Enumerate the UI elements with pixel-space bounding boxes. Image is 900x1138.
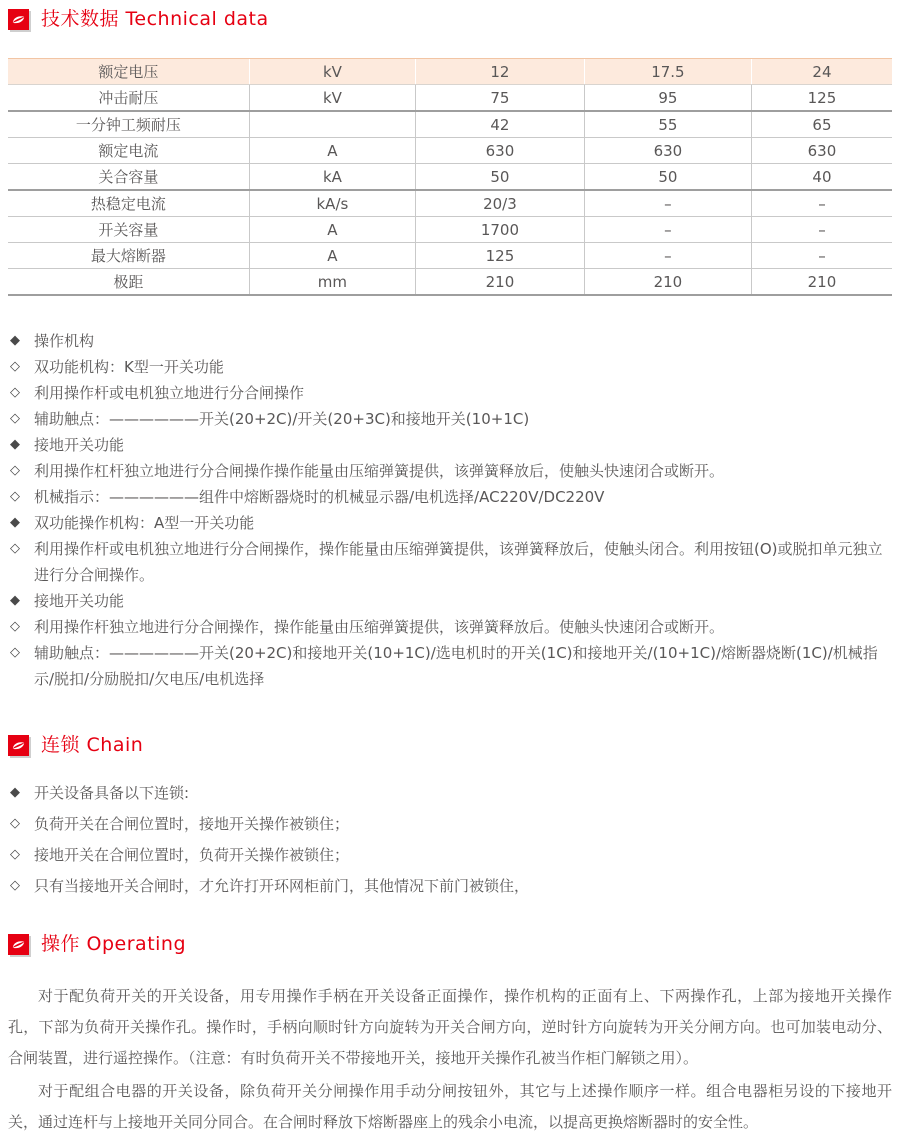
diamond-bullet-icon: ◇ — [10, 463, 20, 478]
value-cell: – — [751, 190, 892, 217]
unit-cell: kV — [249, 59, 415, 85]
value-cell: – — [751, 217, 892, 243]
param-name-cell: 热稳定电流 — [8, 190, 249, 217]
value-cell: 24 — [751, 59, 892, 85]
diamond-bullet-icon: ◆ — [10, 333, 20, 348]
list-item — [8, 510, 892, 536]
table-row — [8, 269, 892, 296]
list-item-text: 机械指示：——————组件中熔断器烧时的机械显示器/电机选择/AC220V/DC220V — [34, 488, 605, 506]
diamond-bullet-icon: ◆ — [10, 437, 20, 452]
diamond-bullet-icon: ◇ — [10, 878, 20, 893]
value-cell: 630 — [751, 138, 892, 164]
brand-logo-icon — [8, 9, 29, 30]
table-row — [8, 164, 892, 191]
value-cell: – — [751, 243, 892, 269]
list-item — [8, 640, 892, 692]
technical-data-table — [8, 58, 892, 296]
operating-paragraphs — [8, 981, 892, 1138]
list-item-text: 只有当接地开关合闸时，才允许打开环网柜前门，其他情况下前门被锁住， — [34, 877, 530, 895]
diamond-bullet-icon: ◇ — [10, 619, 20, 634]
list-item-text: 利用操作杆独立地进行分合闸操作，操作能量由压缩弹簧提供，该弹簧释放后。使触头快速闭合或断开。 — [34, 618, 725, 636]
param-name-cell: 最大熔断器 — [8, 243, 249, 269]
diamond-bullet-icon: ◇ — [10, 645, 20, 660]
value-cell: 50 — [584, 164, 751, 191]
list-item — [8, 354, 892, 380]
diamond-bullet-icon: ◇ — [10, 359, 20, 374]
diamond-bullet-icon: ◇ — [10, 489, 20, 504]
unit-cell: A — [249, 243, 415, 269]
value-cell: – — [584, 217, 751, 243]
value-cell: 630 — [416, 138, 585, 164]
diamond-bullet-icon: ◇ — [10, 411, 20, 426]
value-cell: 1700 — [416, 217, 585, 243]
value-cell: 17.5 — [584, 59, 751, 85]
chain-list — [8, 780, 892, 899]
unit-cell: kA/s — [249, 190, 415, 217]
list-item-text: 接地开关功能 — [34, 436, 125, 454]
list-item — [8, 484, 892, 510]
diamond-bullet-icon: ◇ — [10, 847, 20, 862]
section-title-technical: 技术数据 Technical data — [41, 8, 269, 30]
value-cell: 125 — [416, 243, 585, 269]
value-cell: 65 — [751, 111, 892, 138]
list-item — [8, 873, 892, 899]
list-item — [8, 458, 892, 484]
value-cell: 210 — [416, 269, 585, 296]
section-header-technical — [8, 8, 892, 30]
list-item — [8, 842, 892, 868]
diamond-bullet-icon: ◇ — [10, 541, 20, 556]
table-row — [8, 217, 892, 243]
param-name-cell: 额定电压 — [8, 59, 249, 85]
list-item-text: 利用操作杆或电机独立地进行分合闸操作，操作能量由压缩弹簧提供，该弹簧释放后，使触头闭合。利用按钮(O)或脱扣单元独立进行分合闸操作。 — [34, 540, 883, 584]
param-name-cell: 关合容量 — [8, 164, 249, 191]
diamond-bullet-icon: ◆ — [10, 785, 20, 800]
brand-logo-icon — [8, 934, 29, 955]
diamond-bullet-icon: ◇ — [10, 816, 20, 831]
section-header-chain — [8, 734, 892, 756]
list-item-text: 利用操作杠杆独立地进行分合闸操作操作能量由压缩弹簧提供，该弹簧释放后，使触头快速闭合或断开。 — [34, 462, 725, 480]
table-row — [8, 138, 892, 164]
list-item — [8, 536, 892, 588]
list-item-text: 开关设备具备以下连锁: — [34, 784, 190, 802]
list-item-text: 利用操作杆或电机独立地进行分合闸操作 — [34, 384, 305, 402]
list-item-text: 接地开关功能 — [34, 592, 125, 610]
value-cell: 42 — [416, 111, 585, 138]
value-cell: 40 — [751, 164, 892, 191]
list-item-text: 辅助触点：——————开关(20+2C)/开关(20+3C)和接地开关(10+1C) — [34, 410, 530, 428]
operating-paragraph: 对于配组合电器的开关设备，除负荷开关分闸操作用手动分闸按钮外，其它与上述操作顺序一样。组合电器柜另设的下接地开关，通过连杆与上接地开关同分同合。在合闸时释放下熔断器座上的残余小电流，以提高更换熔断器时的安全性。 — [8, 1082, 892, 1131]
list-item — [8, 588, 892, 614]
list-item — [8, 780, 892, 806]
value-cell: 12 — [416, 59, 585, 85]
param-name-cell: 额定电流 — [8, 138, 249, 164]
list-item — [8, 432, 892, 458]
value-cell: 20/3 — [416, 190, 585, 217]
list-item-text: 双功能机构：K型一开关功能 — [34, 358, 224, 376]
list-item — [8, 614, 892, 640]
value-cell: 75 — [416, 85, 585, 112]
value-cell: 50 — [416, 164, 585, 191]
list-item — [8, 328, 892, 354]
list-item-text: 负荷开关在合闸位置时，接地开关操作被锁住； — [34, 815, 350, 833]
value-cell: – — [584, 190, 751, 217]
diamond-bullet-icon: ◆ — [10, 593, 20, 608]
section-title-chain: 连锁 Chain — [41, 734, 144, 756]
table-row — [8, 111, 892, 138]
value-cell: 210 — [751, 269, 892, 296]
value-cell: 210 — [584, 269, 751, 296]
table-row — [8, 190, 892, 217]
param-name-cell: 一分钟工频耐压 — [8, 111, 249, 138]
list-item — [8, 380, 892, 406]
list-item — [8, 811, 892, 837]
value-cell: 630 — [584, 138, 751, 164]
value-cell: – — [584, 243, 751, 269]
list-item-text: 接地开关在合闸位置时，负荷开关操作被锁住； — [34, 846, 350, 864]
value-cell: 125 — [751, 85, 892, 112]
operating-paragraph: 对于配负荷开关的开关设备，用专用操作手柄在开关设备正面操作，操作机构的正面有上、下两操作孔，上部为接地开关操作孔，下部为负荷开关操作孔。操作时，手柄向顺时针方向旋转为开关合闸方向，逆时针方向旋转为开关分闸方向。也可加装电动分、合闸装置，进行遥控操作。（注意：有时负荷开关不带接地开关，接地开关操作孔被当作柜门解锁之用）。 — [8, 987, 892, 1067]
diamond-bullet-icon: ◇ — [10, 385, 20, 400]
table-row — [8, 85, 892, 112]
unit-cell — [249, 111, 415, 138]
list-item-text: 操作机构 — [34, 332, 95, 350]
section-title-operating: 操作 Operating — [41, 933, 187, 955]
list-item-text: 辅助触点：——————开关(20+2C)和接地开关(10+1C)/选电机时的开关(1C)和接地开关/(10+1C)/熔断器烧断(1C)/机械指示/脱扣/分励脱扣/欠电压/电机选择 — [34, 644, 878, 688]
unit-cell: mm — [249, 269, 415, 296]
unit-cell: A — [249, 138, 415, 164]
value-cell: 95 — [584, 85, 751, 112]
section-header-operating — [8, 933, 892, 955]
unit-cell: A — [249, 217, 415, 243]
unit-cell: kA — [249, 164, 415, 191]
table-row — [8, 243, 892, 269]
list-item-text: 双功能操作机构：A型一开关功能 — [34, 514, 255, 532]
mechanism-list — [8, 328, 892, 692]
param-name-cell: 开关容量 — [8, 217, 249, 243]
param-name-cell: 冲击耐压 — [8, 85, 249, 112]
param-name-cell: 极距 — [8, 269, 249, 296]
list-item — [8, 406, 892, 432]
diamond-bullet-icon: ◆ — [10, 515, 20, 530]
brand-logo-icon — [8, 735, 29, 756]
value-cell: 55 — [584, 111, 751, 138]
unit-cell: kV — [249, 85, 415, 112]
table-row — [8, 59, 892, 85]
